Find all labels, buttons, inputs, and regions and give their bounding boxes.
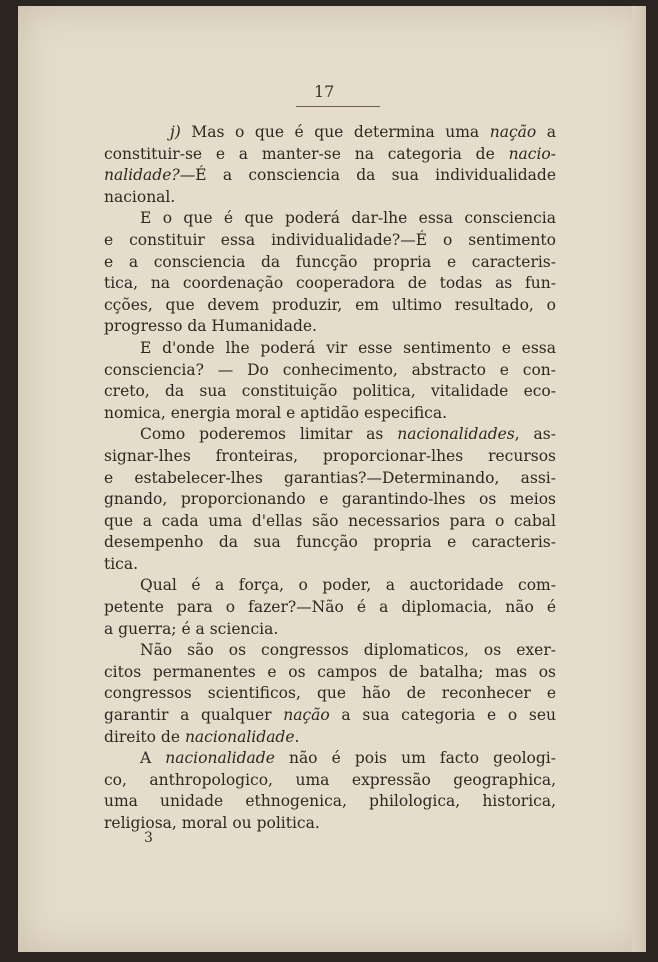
text-line: religiosa, moral ou politica. xyxy=(104,814,320,832)
header-rule xyxy=(296,106,380,107)
text-line: citos permanentes e os campos de batalha; mas os xyxy=(104,662,556,681)
text-line: j) Mas o que é que determina uma nação a xyxy=(170,123,556,141)
text-line: nacional. xyxy=(104,187,176,206)
text-line: gnando, proporcionando e garantindo-lhes os meios xyxy=(104,490,556,509)
text-line: e a consciencia da funcção propria e caracteris- xyxy=(104,252,556,271)
page-edge xyxy=(632,6,646,952)
text-line: cções, que devem produzir, em ultimo resultado, o xyxy=(104,295,556,314)
text-line: constituir-se e a manter-se na categoria de nacio- xyxy=(104,144,556,163)
text-line: Qual é a força, o poder, a auctoridade com- xyxy=(140,576,556,595)
text-line: Como poderemos limitar as nacionalidades, as- xyxy=(140,425,556,444)
text-line: uma unidade ethnogenica, philologica, historica, xyxy=(104,792,556,811)
text-line: co, anthropologico, uma expressão geographica, xyxy=(104,770,556,789)
text-line: creto, da sua constituição politica, vitalidade eco- xyxy=(104,382,556,401)
text-line: tica. xyxy=(104,554,139,573)
page-number: 17 xyxy=(314,82,335,101)
text-line: e constituir essa individualidade?—É o sentimento xyxy=(104,230,556,249)
text-line: progresso da Humanidade. xyxy=(104,317,317,336)
text-line: consciencia? — Do conhecimento, abstracto e con- xyxy=(104,360,556,379)
text-line: E o que é que poderá dar-lhe essa consciencia xyxy=(140,209,556,228)
text-line: tica, na coordenação cooperadora de todas as fun- xyxy=(104,274,556,293)
text-line: congressos scientificos, que hão de reconhecer e xyxy=(104,684,556,703)
text-line: signar-lhes fronteiras, proporcionar-lhes recursos xyxy=(104,446,556,465)
text-line: nalidade?—É a consciencia da sua individualidade xyxy=(104,166,556,185)
text-line: E d'onde lhe poderá vir esse sentimento e essa xyxy=(140,338,556,357)
text-line: petente para o fazer?—Não é a diplomacia, não é xyxy=(104,598,556,617)
text-line: e estabelecer-lhes garantias?—Determinando, assi- xyxy=(104,468,556,487)
text-line: que a cada uma d'ellas são necessarios para o cabal xyxy=(104,511,556,530)
text-line: nomica, energia moral e aptidão especifica. xyxy=(104,403,448,422)
text-line: a guerra; é a sciencia. xyxy=(104,619,279,638)
text-line: desempenho da sua funcção propria e caracteris- xyxy=(104,533,556,552)
text-line: A nacionalidade não é pois um facto geologi- xyxy=(140,749,556,768)
text-line: direito de nacionalidade. xyxy=(104,727,300,746)
body-text xyxy=(104,122,556,835)
signature-mark: 3 xyxy=(144,830,153,846)
text-line: Não são os congressos diplomaticos, os exer- xyxy=(140,641,556,660)
text-line: garantir a qualquer nação a sua categoria e o seu xyxy=(104,706,556,725)
